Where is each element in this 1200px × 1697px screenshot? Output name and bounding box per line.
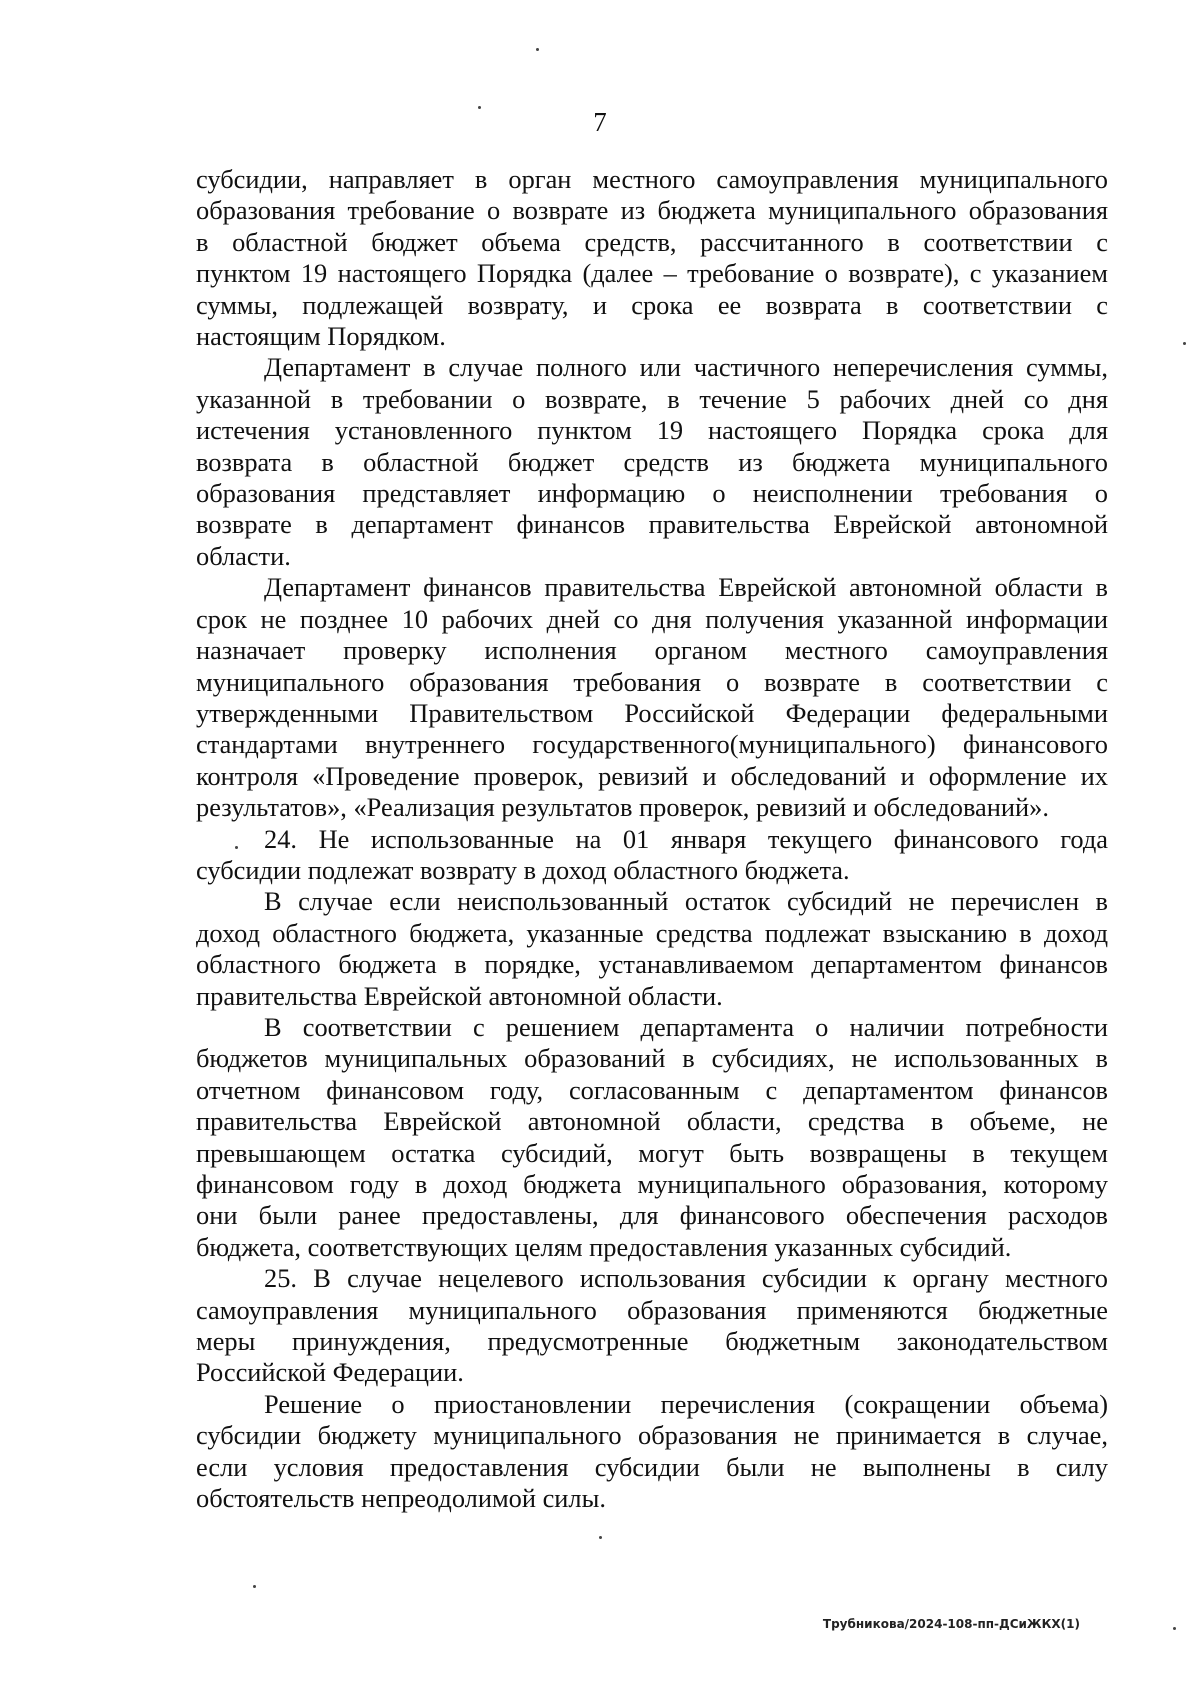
text-line: бюджета, соответствующих целям предоставления указанных субсидий. <box>196 1231 1012 1262</box>
text-line: Департамент в случае полного или частичного неперечисления суммы, <box>264 352 1108 383</box>
text-line: 24. Не использованные на 01 января текущего финансового года <box>264 823 1108 854</box>
text-line: меры принуждения, предусмотренные бюджетным законодательством <box>196 1326 1108 1357</box>
text-line: муниципального образования требования о возврате в соответствии с <box>196 666 1108 697</box>
document-reference-footer: Трубникова/2024-108-пп-ДСиЖКХ(1) <box>822 1617 1080 1631</box>
scan-speck <box>1183 342 1186 345</box>
paragraph <box>196 572 1108 823</box>
text-line: субсидии бюджету муниципального образования не принимается в случае, <box>196 1420 1108 1451</box>
text-line: в областной бюджет объема средств, рассчитанного в соответствии с <box>196 226 1108 257</box>
paragraph <box>196 164 1108 352</box>
text-line: образования требование о возврате из бюджета муниципального образования <box>196 195 1108 226</box>
text-line: Департамент финансов правительства Еврейской автономной области в <box>264 572 1108 603</box>
scan-speck <box>253 1585 256 1588</box>
text-line: результатов», «Реализация результатов проверок, ревизий и обследований». <box>196 792 1049 823</box>
scan-speck <box>536 48 539 51</box>
text-line: В соответствии с решением департамента о наличии потребности <box>264 1011 1108 1042</box>
text-line: финансовом году в доход бюджета муниципального образования, которому <box>196 1169 1108 1199</box>
scan-speck <box>478 106 481 109</box>
text-line: бюджетов муниципальных образований в субсидиях, не использованных в <box>196 1043 1108 1074</box>
text-line: обстоятельств непреодолимой силы. <box>196 1483 606 1514</box>
paragraph <box>196 824 1108 887</box>
text-line: настоящим Порядком. <box>196 321 446 352</box>
paragraph <box>196 886 1108 1012</box>
text-line: истечения установленного пунктом 19 настоящего Порядка срока для <box>196 415 1108 446</box>
text-line: возврата в областной бюджет средств из бюджета муниципального <box>196 446 1108 477</box>
text-line: образования представляет информацию о неисполнении требования о <box>196 478 1108 509</box>
text-line: доход областного бюджета, указанные средства подлежат взысканию в доход <box>196 917 1108 948</box>
text-line: назначает проверку исполнения органом местного самоуправления <box>196 635 1108 666</box>
paragraph <box>196 1389 1108 1515</box>
text-line: областного бюджета в порядке, устанавливаемом департаментом финансов <box>196 949 1108 980</box>
scan-speck <box>235 846 238 849</box>
text-line: срок не позднее 10 рабочих дней со дня получения указанной информации <box>196 603 1108 634</box>
scan-speck <box>1173 1627 1176 1630</box>
text-line: В случае если неиспользованный остаток субсидий не перечислен в <box>264 886 1108 917</box>
text-line: пунктом 19 настоящего Порядка (далее – требование о возврате), с указанием <box>196 258 1108 289</box>
paragraph <box>196 1263 1108 1389</box>
paragraph <box>196 352 1108 572</box>
text-line: возврате в департамент финансов правительства Еврейской автономной <box>196 509 1108 540</box>
text-line: контроля «Проведение проверок, ревизий и обследований и оформление их <box>196 760 1108 791</box>
text-line: отчетном финансовом году, согласованным с департаментом финансов <box>196 1074 1108 1105</box>
paragraph <box>196 1012 1108 1263</box>
text-line: области. <box>196 540 291 571</box>
text-line: если условия предоставления субсидии были не выполнены в силу <box>196 1451 1108 1482</box>
text-line: Решение о приостановлении перечисления (сокращении объема) <box>264 1388 1108 1419</box>
text-line: указанной в требовании о возврате, в течение 5 рабочих дней со дня <box>196 383 1108 414</box>
text-line: правительства Еврейской автономной области, средства в объеме, не <box>196 1106 1108 1137</box>
text-line: Российской Федерации. <box>196 1357 464 1388</box>
text-line: суммы, подлежащей возврату, и срока ее возврата в соответствии с <box>196 289 1108 320</box>
text-line: 25. В случае нецелевого использования субсидии к органу местного <box>264 1263 1108 1294</box>
text-line: они были ранее предоставлены, для финансового обеспечения расходов <box>196 1200 1108 1231</box>
page-number: 7 <box>593 107 607 137</box>
text-line: утвержденными Правительством Российской Федерации федеральными <box>196 697 1108 728</box>
text-line: субсидии, направляет в орган местного самоуправления муниципального <box>196 164 1108 194</box>
text-line: субсидии подлежат возврату в доход областного бюджета. <box>196 854 850 885</box>
scan-speck <box>599 1536 602 1539</box>
text-line: превышающем остатка субсидий, могут быть возвращены в текущем <box>196 1137 1108 1168</box>
text-line: самоуправления муниципального образования применяются бюджетные <box>196 1294 1108 1325</box>
document-body <box>196 164 1108 1514</box>
text-line: правительства Еврейской автономной области. <box>196 980 723 1011</box>
text-line: стандартами внутреннего государственного(муниципального) финансового <box>196 729 1108 760</box>
